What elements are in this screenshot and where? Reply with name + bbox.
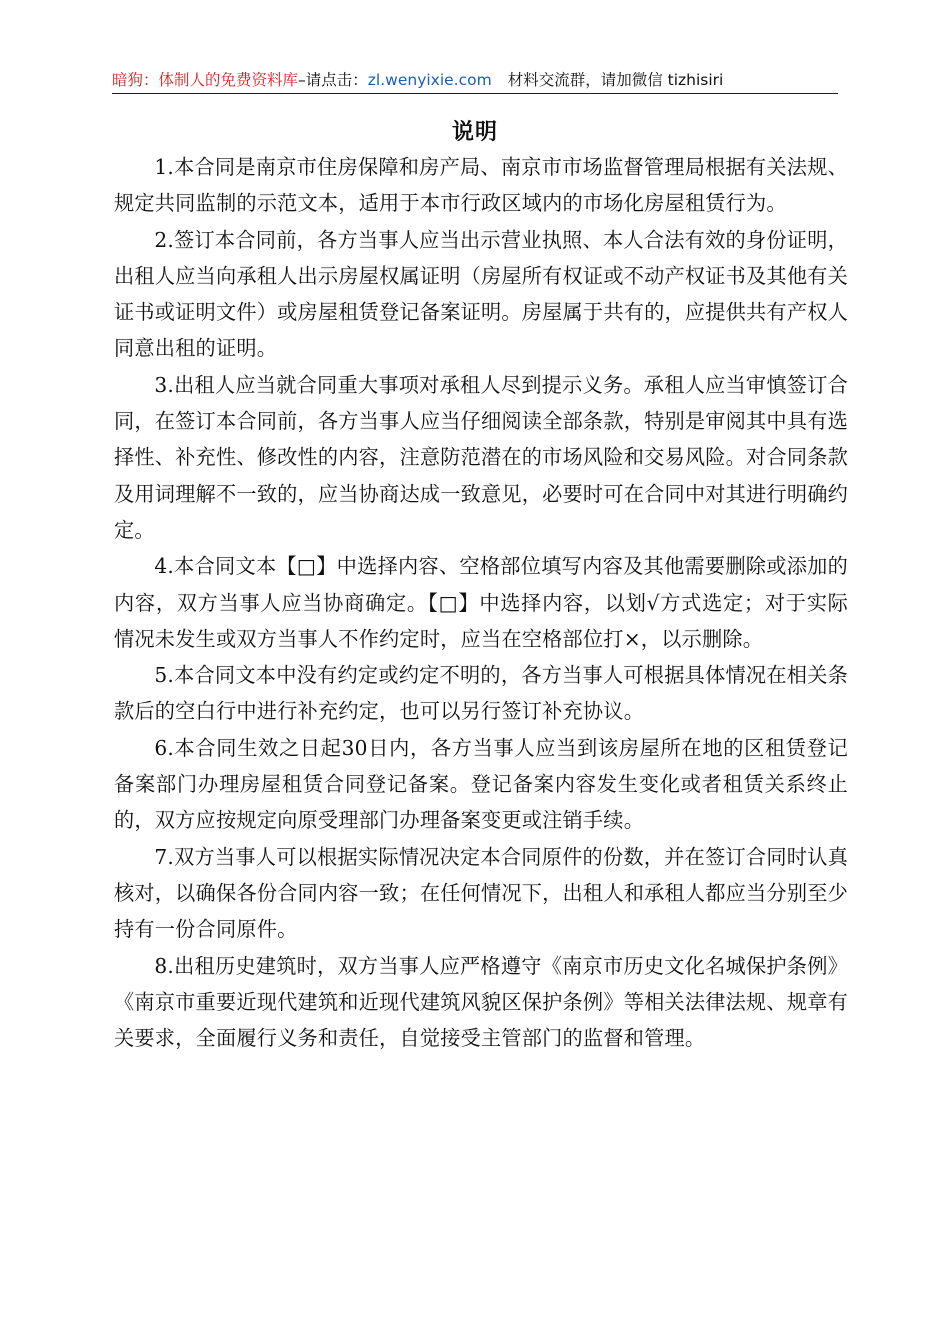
- header-brand: 暗狗：体制人的免费资料库: [112, 71, 299, 89]
- paragraph-3: 3.出租人应当就合同重大事项对承租人尽到提示义务。承租人应当审慎签订合同，在签订本合同前，各方当事人应当仔细阅读全部条款，特别是审阅其中具有选择性、补充性、修改性的内容，注意防范潜在的市场风险和交易风险。对合同条款及用词理解不一致的，应当协商达成一致意见，必要时可在合同中对其进行明确约定。: [114, 372, 848, 542]
- header-link[interactable]: zl.wenyixie.com: [367, 71, 492, 89]
- paragraph-6: 6.本合同生效之日起30日内，各方当事人应当到该房屋所在地的区租赁登记备案部门办理房屋租赁合同登记备案。登记备案内容发生变化或者租赁关系终止的，双方应按规定向原受理部门办理备案变更或注销手续。: [114, 735, 848, 833]
- paragraph-4: 4.本合同文本【□】中选择内容、空格部位填写内容及其他需要删除或添加的内容，双方当事人应当协商确定。【□】中选择内容，以划√方式选定；对于实际情况未发生或双方当事人不作约定时，应当在空格部位打×，以示删除。: [114, 554, 848, 651]
- paragraph-5: 5.本合同文本中没有约定或约定不明的，各方当事人可根据具体情况在相关条款后的空白行中进行补充约定，也可以另行签订补充协议。: [114, 663, 848, 724]
- paragraph-1: 1.本合同是南京市住房保障和房产局、南京市市场监督管理局根据有关法规、规定共同监制的示范文本，适用于本市行政区域内的市场化房屋租赁行为。: [114, 155, 848, 216]
- header-divider: [112, 93, 838, 94]
- page-header: [112, 68, 838, 94]
- header-cta: –请点击：: [298, 71, 368, 89]
- document-body: [114, 149, 848, 1056]
- paragraph-8: 8.出租历史建筑时，双方当事人应严格遵守《南京市历史文化名城保护条例》《南京市重要近现代建筑和近现代建筑风貌区保护条例》等相关法律法规、规章有关要求，全面履行义务和责任，自觉接受主管部门的监督和管理。: [114, 953, 848, 1051]
- paragraph-2: 2.签订本合同前，各方当事人应当出示营业执照、本人合法有效的身份证明，出租人应当向承租人出示房屋权属证明（房屋所有权证或不动产权证书及其他有关证书或证明文件）或房屋租赁登记备案证明。房屋属于共有的，应提供共有产权人同意出租的证明。: [114, 227, 848, 361]
- page-title: 说明: [451, 120, 498, 145]
- header-group-note: 材料交流群，请加微信 tizhisiri: [507, 71, 724, 89]
- paragraph-7: 7.双方当事人可以根据实际情况决定本合同原件的份数，并在签订合同时认真核对，以确保各份合同内容一致；在任何情况下，出租人和承租人都应当分别至少持有一份合同原件。: [114, 844, 848, 942]
